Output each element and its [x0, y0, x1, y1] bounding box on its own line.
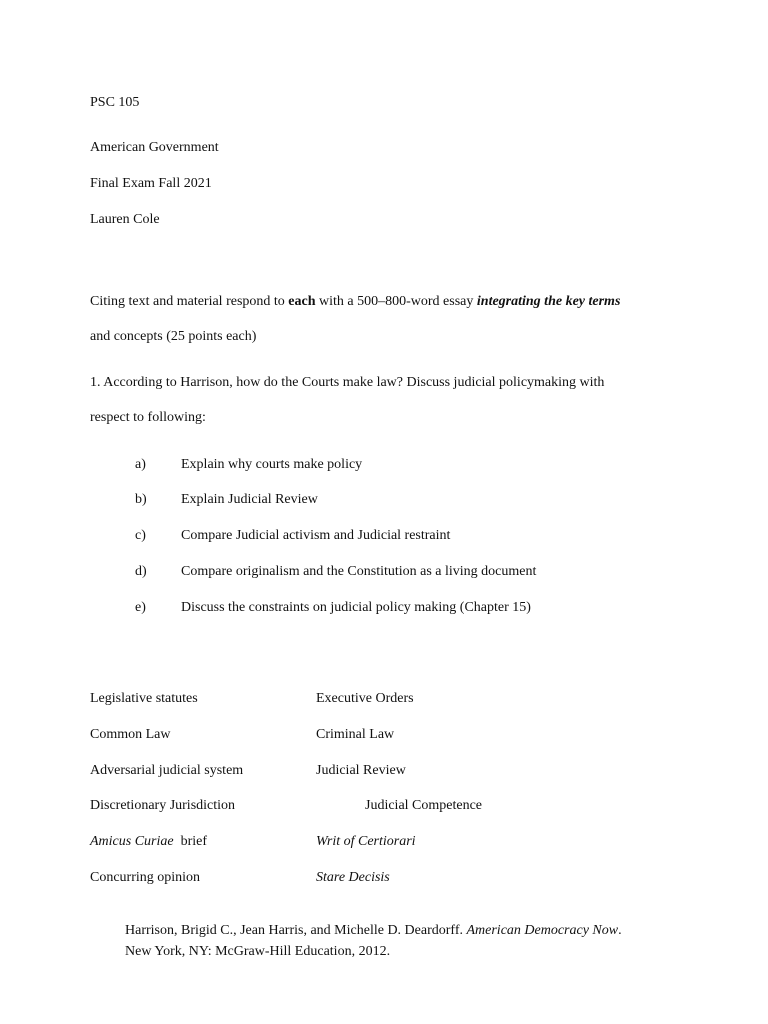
- citation-line-1: [125, 920, 622, 941]
- key-term: Concurring opinion: [90, 870, 201, 885]
- list-item-letter: b): [135, 492, 147, 507]
- list-item-letter: d): [135, 564, 147, 579]
- instructions-emphasis-key-terms: integrating the key terms: [476, 294, 621, 309]
- citation-title: American Democracy Now: [466, 923, 619, 938]
- question-line-2: respect to following:: [90, 410, 206, 425]
- citation-title-suffix: .: [618, 923, 622, 938]
- key-term: Stare Decisis: [316, 870, 390, 885]
- list-item-text: Explain why courts make policy: [181, 457, 363, 472]
- key-term: Judicial Review: [316, 763, 406, 778]
- list-item-text: Compare originalism and the Constitution as a living document: [181, 564, 537, 579]
- instructions-text: Citing text and material respond to: [90, 294, 289, 309]
- list-item-text: Discuss the constraints on judicial policy making (Chapter 15): [181, 600, 531, 615]
- question-line-1: 1. According to Harrison, how do the Courts make law? Discuss judicial policymaking with: [90, 375, 605, 390]
- instructor-name: Lauren Cole: [90, 212, 160, 227]
- list-item-letter: e): [135, 600, 146, 615]
- course-code: PSC 105: [90, 95, 140, 110]
- list-item-text: Explain Judicial Review: [181, 492, 318, 507]
- key-term: Criminal Law: [316, 727, 395, 742]
- key-term: Common Law: [90, 727, 171, 742]
- key-term: Legislative statutes: [90, 691, 198, 706]
- key-term-italic: Amicus Curiae: [90, 834, 174, 849]
- key-term: [90, 833, 207, 851]
- course-name: American Government: [90, 140, 219, 155]
- key-term: Judicial Competence: [365, 798, 483, 813]
- key-term: Executive Orders: [316, 691, 414, 706]
- key-term: Writ of Certiorari: [316, 834, 416, 849]
- key-term: Adversarial judicial system: [90, 763, 244, 778]
- citation-publisher: New York, NY: McGraw-Hill Education, 2012.: [125, 944, 391, 959]
- instructions-line-2: and concepts (25 points each): [90, 329, 257, 344]
- list-item-letter: c): [135, 528, 146, 543]
- key-term: Discretionary Jurisdiction: [90, 798, 236, 813]
- exam-title: Final Exam Fall 2021: [90, 176, 212, 191]
- key-term-suffix: brief: [173, 834, 208, 849]
- list-item-letter: a): [135, 457, 146, 472]
- citation-authors: Harrison, Brigid C., Jean Harris, and Michelle D. Deardorff.: [125, 923, 467, 938]
- instructions-emphasis-each: each: [288, 294, 316, 309]
- instructions-line-1: [90, 293, 620, 311]
- instructions-text-mid: with a 500–800-word essay: [315, 294, 477, 309]
- list-item-text: Compare Judicial activism and Judicial restraint: [181, 528, 451, 543]
